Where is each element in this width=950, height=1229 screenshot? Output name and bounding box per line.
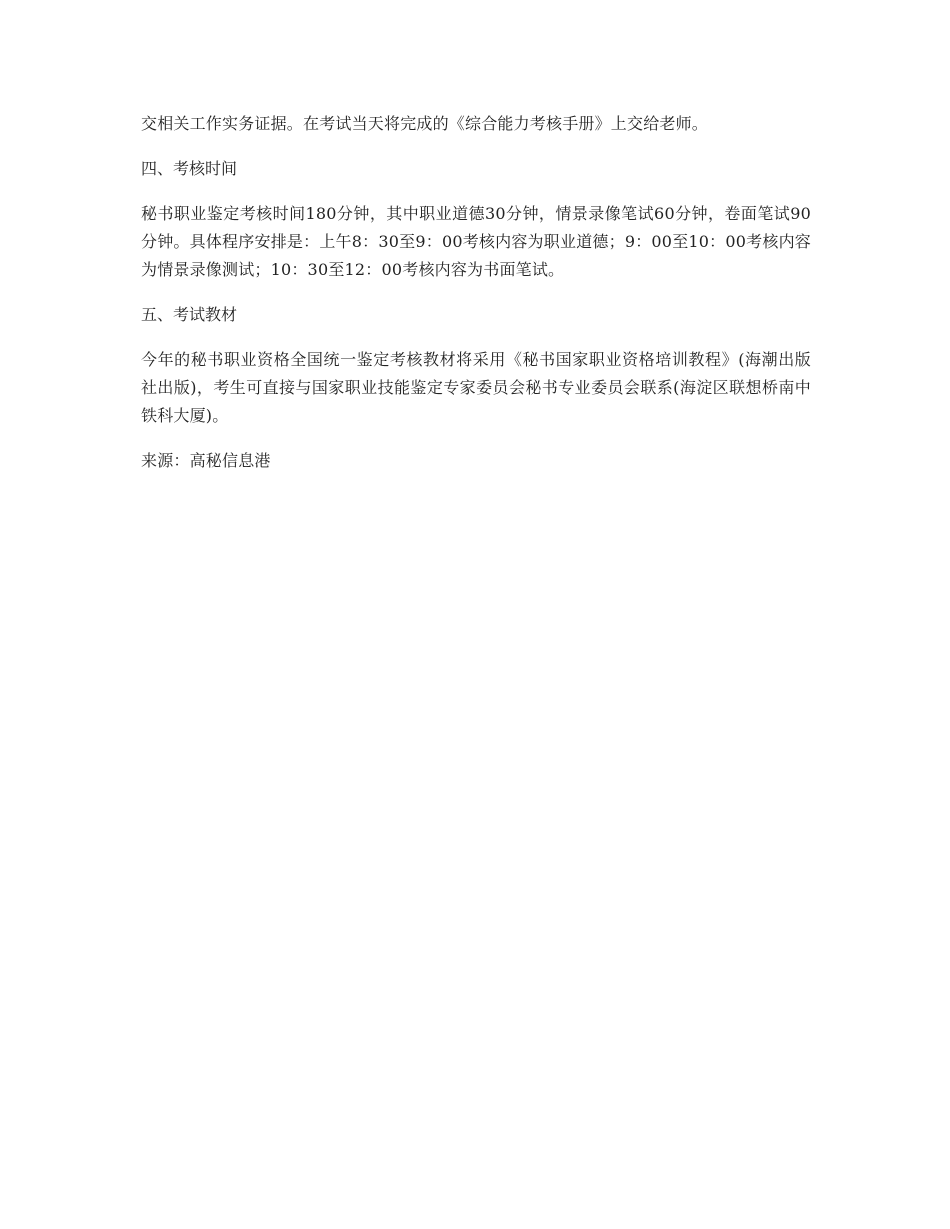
section-heading-textbook: 五、考试教材 [141, 305, 238, 324]
paragraph-submission-note: 交相关工作实务证据。在考试当天将完成的《综合能力考核手册》上交给老师。 [141, 114, 709, 133]
section-heading-exam-time: 四、考核时间 [141, 159, 238, 178]
paragraph-exam-schedule: 秘书职业鉴定考核时间180分钟，其中职业道德30分钟，情景录像笔试60分钟，卷面笔试90分钟。具体程序安排是：上午8：30至9：00考核内容为职业道德；9：00至10：00考核内容为情景录像测试；10：30至12：00考核内容为书面笔试。 [141, 204, 811, 279]
paragraph-textbook-info: 今年的秘书职业资格全国统一鉴定考核教材将采用《秘书国家职业资格培训教程》(海潮出版社出版)，考生可直接与国家职业技能鉴定专家委员会秘书专业委员会联系(海淀区联想桥南中铁科大厦)。 [141, 350, 811, 425]
source-line: 来源：高秘信息港 [141, 451, 271, 470]
document-body [141, 110, 811, 492]
